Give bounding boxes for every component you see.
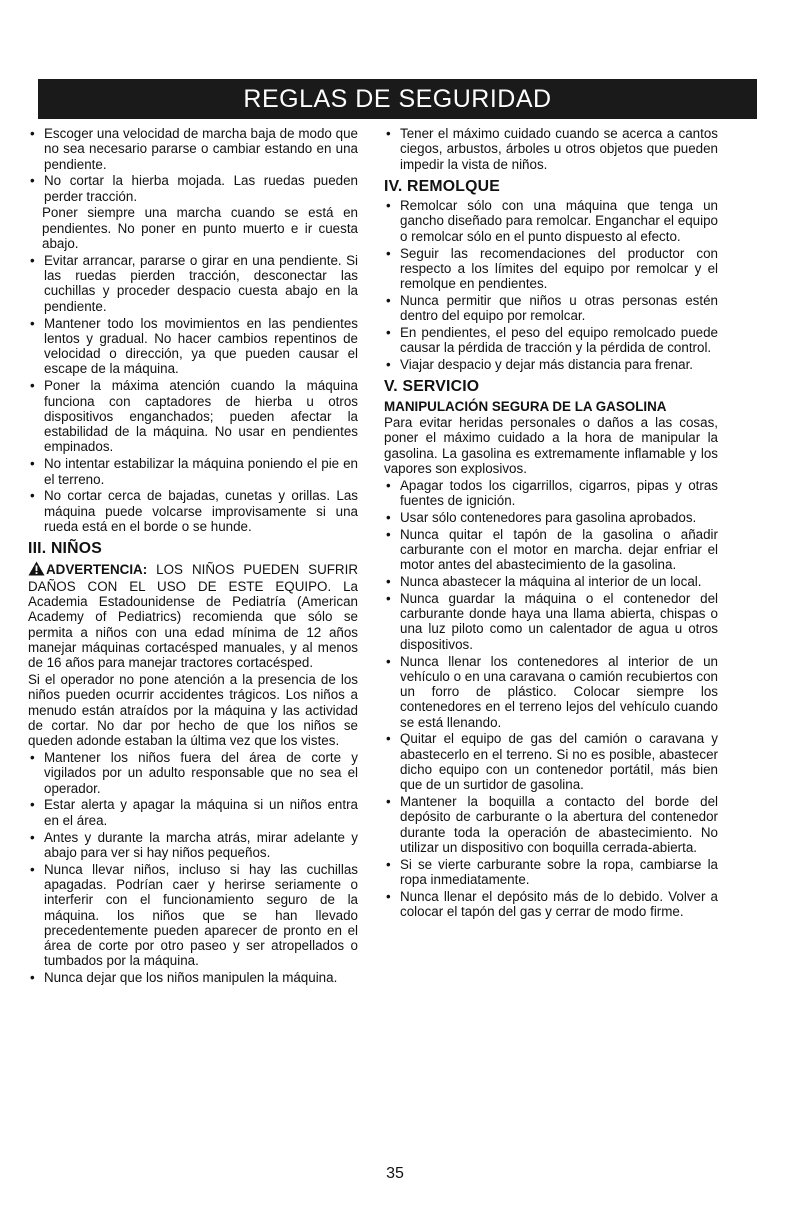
bullet-icon: • bbox=[30, 829, 35, 845]
bullet-icon: • bbox=[386, 590, 391, 606]
page-title: REGLAS DE SEGURIDAD bbox=[243, 84, 552, 113]
list-item: • Viajar despacio y dejar más distancia para frenar. bbox=[386, 357, 694, 373]
list-item: • Seguir las recomendaciones del productor con respecto a los límites del equipo por remolcar y el remolque en pendientes. bbox=[386, 245, 718, 292]
left-column bbox=[28, 126, 358, 987]
warning-label: ADVERTENCIA: bbox=[46, 561, 148, 577]
bullet-icon: • bbox=[386, 574, 391, 590]
paragraph: Para evitar heridas personales o daños a las cosas, poner el máximo cuidado a la hora de manipular la gasolina. La gasolina es extremamente inflamable y los vapores son explosivos. bbox=[384, 415, 718, 476]
bullet-icon: • bbox=[386, 357, 391, 373]
bullet-icon: • bbox=[30, 126, 35, 141]
warning-text: LOS NIÑOS PUEDEN SUFRIR DAÑOS CON EL USO DE ESTE EQUIPO. La Academia Estadounidense de Pediatría (American Academy of Pediatrics) recomienda que sólo se permita a niños con una edad mínima de 12 años manejar máquinas cortacésped manuales, y al menos de 16 años para manejar tractores cortacésped. bbox=[28, 561, 358, 671]
bullet-icon: • bbox=[30, 861, 35, 877]
list-item: • Nunca abastecer la máquina al interior de un local. bbox=[386, 574, 702, 590]
list-item: • Poner la máxima atención cuando la máquina funciona con captadores de hierba u otros dispositivos enganchados; pueden afectar la estabilidad de la máquina. No usar en pendientes empinados. bbox=[30, 378, 358, 455]
bullet-icon: • bbox=[386, 731, 391, 747]
list-item: • Mantener la boquilla a contacto del borde del depósito de carburante o la abertura del contenedor durante toda la operación de abastecimiento. No utilizar un dispositivo con boquilla cerrada-abierta. bbox=[386, 794, 718, 856]
list-item: • Nunca llevar niños, incluso si hay las cuchillas apagadas. Podrían caer y herirse seriamente o interferir con el funcionamiento seguro de la máquina. los niños que se han llevado precedentemente pueden aparecer de pronto en el área de corte por otro paseo y ser atropellados o tumbados por la máquina. bbox=[30, 861, 358, 969]
list-item: • En pendientes, el peso del equipo remolcado puede causar la pérdida de tracción y la pérdida de control. bbox=[386, 325, 718, 356]
bullet-icon: • bbox=[386, 509, 391, 525]
list-item: • Apagar todos los cigarrillos, cigarros, pipas y otras fuentes de ignición. bbox=[386, 477, 718, 509]
list-item: • Nunca llenar los contenedores al interior de un vehículo o en una caravana o camión recubiertos con un forro de plástico. Colocar siempre los contenedores en el terreno lejos del vehículo cuando se está llenando. bbox=[386, 653, 718, 730]
paragraph: Si el operador no pone atención a la presencia de los niños pueden ocurrir accidentes trágicos. Los niños a menudo están atraídos por la máquina y las actividad de cortar. No dar por hecho de que los niños se queden adonde estaban la última vez que los vistes. bbox=[28, 672, 358, 749]
list-item: • Nunca permitir que niños u otras personas estén dentro del equipo por remolcar. bbox=[386, 292, 718, 324]
bullet-icon: • bbox=[386, 245, 391, 261]
bullet-icon: • bbox=[30, 252, 35, 268]
bullet-icon: • bbox=[30, 378, 35, 394]
section-heading-remolque: IV. REMOLQUE bbox=[384, 177, 500, 195]
bullet-icon: • bbox=[30, 488, 35, 504]
bullet-icon: • bbox=[30, 797, 35, 813]
subsection-heading-gasolina: MANIPULACIÓN SEGURA DE LA GASOLINA bbox=[384, 398, 667, 414]
bullet-icon: • bbox=[386, 477, 391, 493]
bullet-icon: • bbox=[386, 856, 391, 872]
list-item: • Usar sólo contenedores para gasolina aprobados. bbox=[386, 509, 697, 525]
indented-note: Poner siempre una marcha cuando se está en pendientes. No poner en punto muerto e ir cuesta abajo. bbox=[42, 205, 358, 252]
bullet-icon: • bbox=[386, 888, 391, 904]
warning-triangle-icon bbox=[28, 561, 45, 579]
bullet-icon: • bbox=[386, 325, 391, 341]
list-item: • Mantener todo los movimientos en las pendientes lentos y gradual. No hacer cambios repentinos de velocidad o dirección, ya que pueden causar el escape de la máquina. bbox=[30, 315, 358, 377]
bullet-icon: • bbox=[386, 526, 391, 542]
list-item: • No intentar estabilizar la máquina poniendo el pie en el terreno. bbox=[30, 456, 358, 487]
bullet-icon: • bbox=[386, 292, 391, 308]
bullet-icon: • bbox=[386, 794, 391, 810]
list-item: • Quitar el equipo de gas del camión o caravana y abastecerlo en el terreno. Si no es posible, abastecer dicho equipo con un contenedor portátil, más bien que de un surtidor de gasolina. bbox=[386, 731, 718, 793]
list-item: • Tener el máximo cuidado cuando se acerca a cantos ciegos, arbustos, árboles u otros objetos que pueden impedir la vista de niños. bbox=[386, 126, 718, 172]
list-item: • No cortar la hierba mojada. Las ruedas pueden perder tracción. bbox=[30, 173, 358, 204]
list-item: • Nunca dejar que los niños manipulen la máquina. bbox=[30, 970, 338, 986]
bullet-icon: • bbox=[30, 315, 35, 331]
bullet-icon: • bbox=[386, 653, 391, 669]
bullet-icon: • bbox=[30, 173, 35, 189]
bullet-icon: • bbox=[386, 126, 391, 141]
section-heading-servicio: V. SERVICIO bbox=[384, 378, 480, 396]
list-item: • No cortar cerca de bajadas, cunetas y orillas. Las máquina puede volcarse improvisamente si una rueda está en el borde o se hunde. bbox=[30, 488, 358, 534]
list-item: • Escoger una velocidad de marcha baja de modo que no sea necesario pararse o cambiar estando en una pendiente. bbox=[30, 126, 358, 172]
list-item: • Estar alerta y apagar la máquina si un niños entra en el área. bbox=[30, 797, 358, 828]
list-item: • Si se vierte carburante sobre la ropa, cambiarse la ropa inmediatamente. bbox=[386, 856, 718, 888]
list-item: • Mantener los niños fuera del área de corte y vigilados por un adulto responsable que no sea el operador. bbox=[30, 750, 358, 796]
list-item: • Nunca llenar el depósito más de lo debido. Volver a colocar el tapón del gas y cerrar de modo firme. bbox=[386, 888, 718, 920]
warning-paragraph bbox=[28, 561, 358, 671]
list-item: • Nunca quitar el tapón de la gasolina o añadir carburante con el motor en marcha. dejar enfriar el motor antes del abastecimiento de la gasolina. bbox=[386, 526, 718, 573]
bullet-icon: • bbox=[30, 750, 35, 766]
bullet-icon: • bbox=[386, 198, 391, 214]
bullet-icon: • bbox=[30, 970, 35, 986]
list-item: • Remolcar sólo con una máquina que tenga un gancho diseñado para remolcar. Enganchar el equipo o remolcar sólo en el punto dispuesto al efecto. bbox=[386, 198, 718, 244]
right-column bbox=[384, 126, 718, 921]
bullet-icon: • bbox=[30, 456, 35, 472]
section-heading-ninos: III. NIÑOS bbox=[28, 540, 102, 558]
list-item: • Nunca guardar la máquina o el contenedor del carburante donde haya una llama abierta, chispas o una luz piloto como un calentador de agua u otros dispositivos. bbox=[386, 590, 718, 652]
page-number: 35 bbox=[386, 1165, 404, 1182]
list-item: • Evitar arrancar, pararse o girar en una pendiente. Si las ruedas pierden tracción, desconectar las cuchillas y proceder despacio cuesta abajo en la pendiente. bbox=[30, 252, 358, 314]
list-item: • Antes y durante la marcha atrás, mirar adelante y abajo para ver si hay niños pequeños. bbox=[30, 829, 358, 860]
title-banner bbox=[38, 79, 757, 119]
